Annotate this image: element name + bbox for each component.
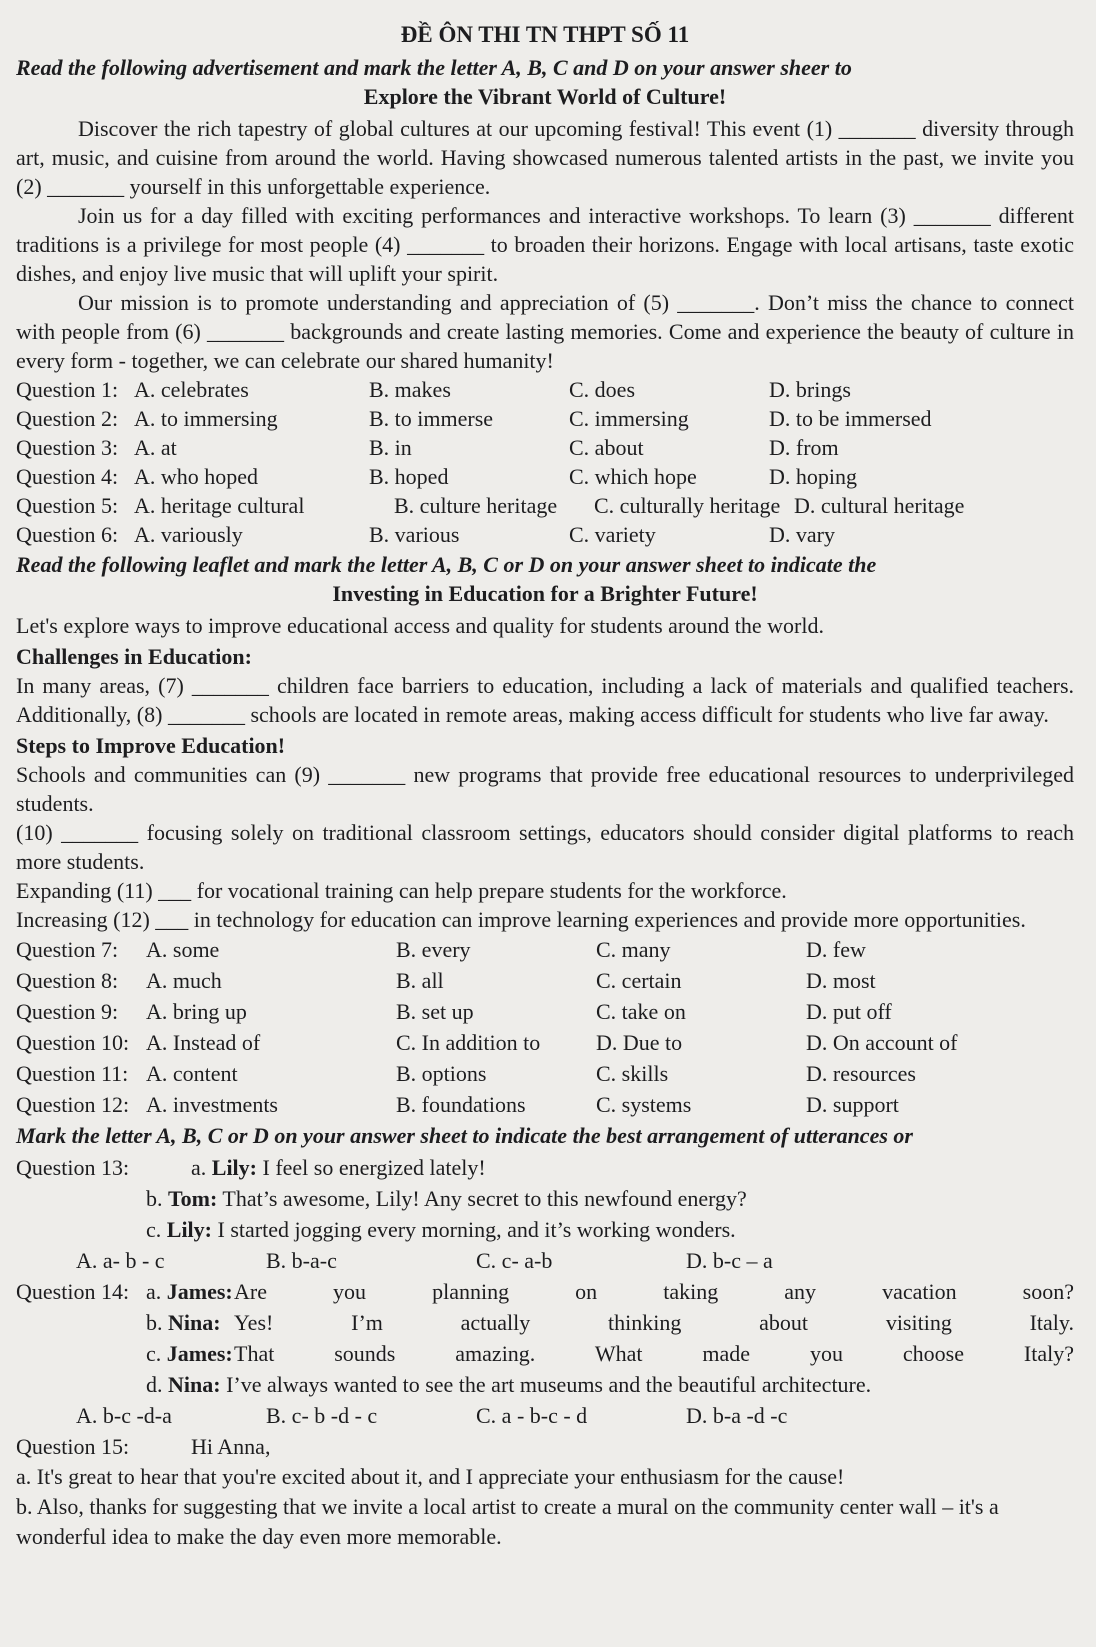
option-a[interactable]: A. celebrates xyxy=(134,377,249,402)
option-c[interactable]: C. take on xyxy=(596,999,686,1024)
option-a[interactable]: A. who hoped xyxy=(134,464,259,489)
option-c[interactable]: C. immersing xyxy=(569,406,689,431)
option-d[interactable]: D. b-a -d -c xyxy=(686,1403,788,1428)
option-a[interactable]: A. at xyxy=(134,435,177,460)
section1-paragraph-2: Join us for a day filled with exciting performances and interactive workshops. To learn (3) _______ different traditions is a privilege for most people (4) _______ to broaden their horizons. Engage with local artisans, taste exotic dishes, and enjoy live music that will uplift your spirit. xyxy=(16,203,1074,286)
section2-questions xyxy=(16,934,1074,1120)
option-b[interactable]: B. to immerse xyxy=(369,406,494,431)
option-c[interactable]: C. variety xyxy=(569,522,656,547)
option-c[interactable]: C. culturally heritage xyxy=(594,493,781,518)
option-d[interactable]: D. to be immersed xyxy=(769,406,932,431)
section2-paragraph-3: (10) _______ focusing solely on traditional classroom settings, educators should consider digital platforms to reach more students. xyxy=(16,820,1074,874)
question-label: Question 2: xyxy=(16,406,119,431)
question-row xyxy=(16,491,1074,520)
section2-subheading-challenges: Challenges in Education: xyxy=(16,644,252,669)
section2-instruction: Read the following leaflet and mark the letter A, B, C or D on your answer sheet to indicate the xyxy=(16,552,877,577)
option-b[interactable]: B. culture heritage xyxy=(394,493,558,518)
option-a[interactable]: A. b-c -d-a xyxy=(76,1403,172,1428)
letter-sentence-b: b. Also, thanks for suggesting that we invite a local artist to create a mural on the community center wall – it's a wonderful idea to make the day even more memorable. xyxy=(16,1494,999,1549)
option-c[interactable]: C. about xyxy=(569,435,644,460)
option-b[interactable]: B. set up xyxy=(396,999,474,1024)
option-b[interactable]: B. c- b -d - c xyxy=(266,1403,378,1428)
option-d[interactable]: D. put off xyxy=(806,999,892,1024)
option-a[interactable]: A. much xyxy=(146,968,222,993)
option-d[interactable]: D. support xyxy=(806,1092,899,1117)
letter-greeting: Hi Anna, xyxy=(191,1434,271,1459)
option-d[interactable]: D. most xyxy=(806,968,876,993)
option-c[interactable]: C. systems xyxy=(596,1092,692,1117)
section2-paragraph-4: Expanding (11) ___ for vocational training can help prepare students for the workforce. xyxy=(16,878,787,903)
option-c[interactable]: C. many xyxy=(596,937,671,962)
question-label: Question 3: xyxy=(16,435,119,460)
question-label: Question 6: xyxy=(16,522,119,547)
dialog-line: b. Nina: Yes! I’m actually thinking about visiting Italy. xyxy=(146,1310,1074,1335)
question-row xyxy=(16,1058,1074,1089)
section2-subheading-steps: Steps to Improve Education! xyxy=(16,733,286,758)
option-b[interactable]: B. b-a-c xyxy=(266,1248,337,1273)
option-d[interactable]: D. b-c – a xyxy=(686,1248,773,1273)
question-row xyxy=(16,1089,1074,1120)
exam-title: ĐỀ ÔN THI TN THPT SỐ 11 xyxy=(400,22,690,47)
section2-paragraph-5: Increasing (12) ___ in technology for education can improve learning experiences and provide more opportunities. xyxy=(16,907,1026,932)
question-label: Question 9: xyxy=(16,999,119,1024)
option-d[interactable]: D. hoping xyxy=(769,464,857,489)
dialog-line: Question 14: a. James: Are you planning on taking any vacation soon? xyxy=(16,1276,1074,1307)
option-d[interactable]: D. On account of xyxy=(806,1030,958,1055)
option-a[interactable]: A. variously xyxy=(134,522,243,547)
section2-heading: Investing in Education for a Brighter Future! xyxy=(332,581,758,606)
question-label: Question 14: xyxy=(16,1279,130,1304)
section2-paragraph-2: Schools and communities can (9) _______ new programs that provide free educational resources to underprivileged students. xyxy=(16,762,1074,816)
section1-instruction: Read the following advertisement and mark the letter A, B, C and D on your answer sheer to xyxy=(16,55,852,80)
question-row xyxy=(16,375,1074,404)
option-d[interactable]: D. few xyxy=(806,937,866,962)
dialog-line: a. Lily: I feel so energized lately! xyxy=(191,1155,486,1180)
option-c[interactable]: C. does xyxy=(569,377,635,402)
question-row xyxy=(16,462,1074,491)
option-b[interactable]: B. every xyxy=(396,937,471,962)
option-b[interactable]: B. foundations xyxy=(396,1092,526,1117)
option-a[interactable]: A. a- b - c xyxy=(76,1248,165,1273)
question-row xyxy=(16,965,1074,996)
option-c[interactable]: D. Due to xyxy=(596,1030,683,1055)
option-b[interactable]: B. makes xyxy=(369,377,451,402)
option-b[interactable]: B. all xyxy=(396,968,444,993)
question-row xyxy=(16,934,1074,965)
option-a[interactable]: A. to immersing xyxy=(134,406,278,431)
answer-options xyxy=(16,1400,1074,1431)
dialog-line: c. James: That sounds amazing. What made you choose Italy? xyxy=(146,1341,1074,1366)
option-a[interactable]: A. investments xyxy=(146,1092,278,1117)
option-d[interactable]: D. vary xyxy=(769,522,835,547)
question-15 xyxy=(16,1431,1074,1552)
option-d[interactable]: D. from xyxy=(769,435,839,460)
question-14 xyxy=(16,1276,1074,1431)
option-d[interactable]: D. brings xyxy=(769,377,851,402)
question-label: Question 15: xyxy=(16,1434,130,1459)
question-label: Question 7: xyxy=(16,937,119,962)
option-a[interactable]: A. heritage cultural xyxy=(134,493,305,518)
question-row xyxy=(16,996,1074,1027)
question-label: Question 5: xyxy=(16,493,119,518)
question-label: Question 1: xyxy=(16,377,119,402)
option-b[interactable]: B. options xyxy=(396,1061,487,1086)
section2-intro: Let's explore ways to improve educational access and quality for students around the world. xyxy=(16,613,824,638)
section1-paragraph-3: Our mission is to promote understanding and appreciation of (5) _______. Don’t miss the chance to connect with people from (6) _______ backgrounds and create lasting memories. Come and experience the beauty of culture in every form - together, we can celebrate our shared humanity! xyxy=(16,290,1074,373)
question-row xyxy=(16,433,1074,462)
question-label: Question 8: xyxy=(16,968,119,993)
dialog-line: d. Nina: I’ve always wanted to see the art museums and the beautiful architecture. xyxy=(146,1372,872,1397)
option-c[interactable]: C. which hope xyxy=(569,464,697,489)
question-label: Question 11: xyxy=(16,1061,129,1086)
option-c[interactable]: C. skills xyxy=(596,1061,669,1086)
question-row xyxy=(16,404,1074,433)
option-c[interactable]: C. a - b-c - d xyxy=(476,1403,588,1428)
question-label: Question 10: xyxy=(16,1030,130,1055)
option-a[interactable]: A. bring up xyxy=(146,999,247,1024)
option-c[interactable]: C. c- a-b xyxy=(476,1248,553,1273)
option-a[interactable]: A. some xyxy=(146,937,220,962)
option-b[interactable]: B. hoped xyxy=(369,464,449,489)
question-label: Question 13: xyxy=(16,1155,130,1180)
option-b[interactable]: C. In addition to xyxy=(396,1030,541,1055)
option-a[interactable]: A. content xyxy=(146,1061,238,1086)
section1-paragraph-1: Discover the rich tapestry of global cultures at our upcoming festival! This event (1) _______ diversity through art, music, and cuisine from around the world. Having showcased numerous talented artists in the past, we invite you (2) _______ yourself in this unforgettable experience. xyxy=(16,116,1074,199)
dialog-line: c. Lily: I started jogging every morning, and it’s working wonders. xyxy=(146,1217,736,1242)
letter-sentence-a: a. It's great to hear that you're excited about it, and I appreciate your enthusiasm for the cause! xyxy=(16,1464,845,1489)
option-b[interactable]: B. in xyxy=(369,435,412,460)
question-label: Question 12: xyxy=(16,1092,130,1117)
question-row xyxy=(16,520,1074,549)
option-d[interactable]: D. resources xyxy=(806,1061,916,1086)
dialog-line: b. Tom: That’s awesome, Lily! Any secret to this newfound energy? xyxy=(146,1186,747,1211)
section1-questions xyxy=(16,375,1074,549)
question-label: Question 4: xyxy=(16,464,119,489)
answer-options xyxy=(16,1245,1074,1276)
question-row xyxy=(16,1027,1074,1058)
section1-heading: Explore the Vibrant World of Culture! xyxy=(363,84,727,109)
option-d[interactable]: D. cultural heritage xyxy=(794,493,965,518)
section3-instruction: Mark the letter A, B, C or D on your answer sheet to indicate the best arrangement of utterances or xyxy=(16,1123,913,1148)
question-13 xyxy=(16,1152,1074,1276)
option-b[interactable]: B. various xyxy=(369,522,460,547)
option-c[interactable]: C. certain xyxy=(596,968,682,993)
section2-paragraph-1: In many areas, (7) _______ children face barriers to education, including a lack of materials and qualified teachers. Additionally, (8) _______ schools are located in remote areas, making access difficult for students who live far away. xyxy=(16,673,1074,727)
option-a[interactable]: A. Instead of xyxy=(146,1030,261,1055)
